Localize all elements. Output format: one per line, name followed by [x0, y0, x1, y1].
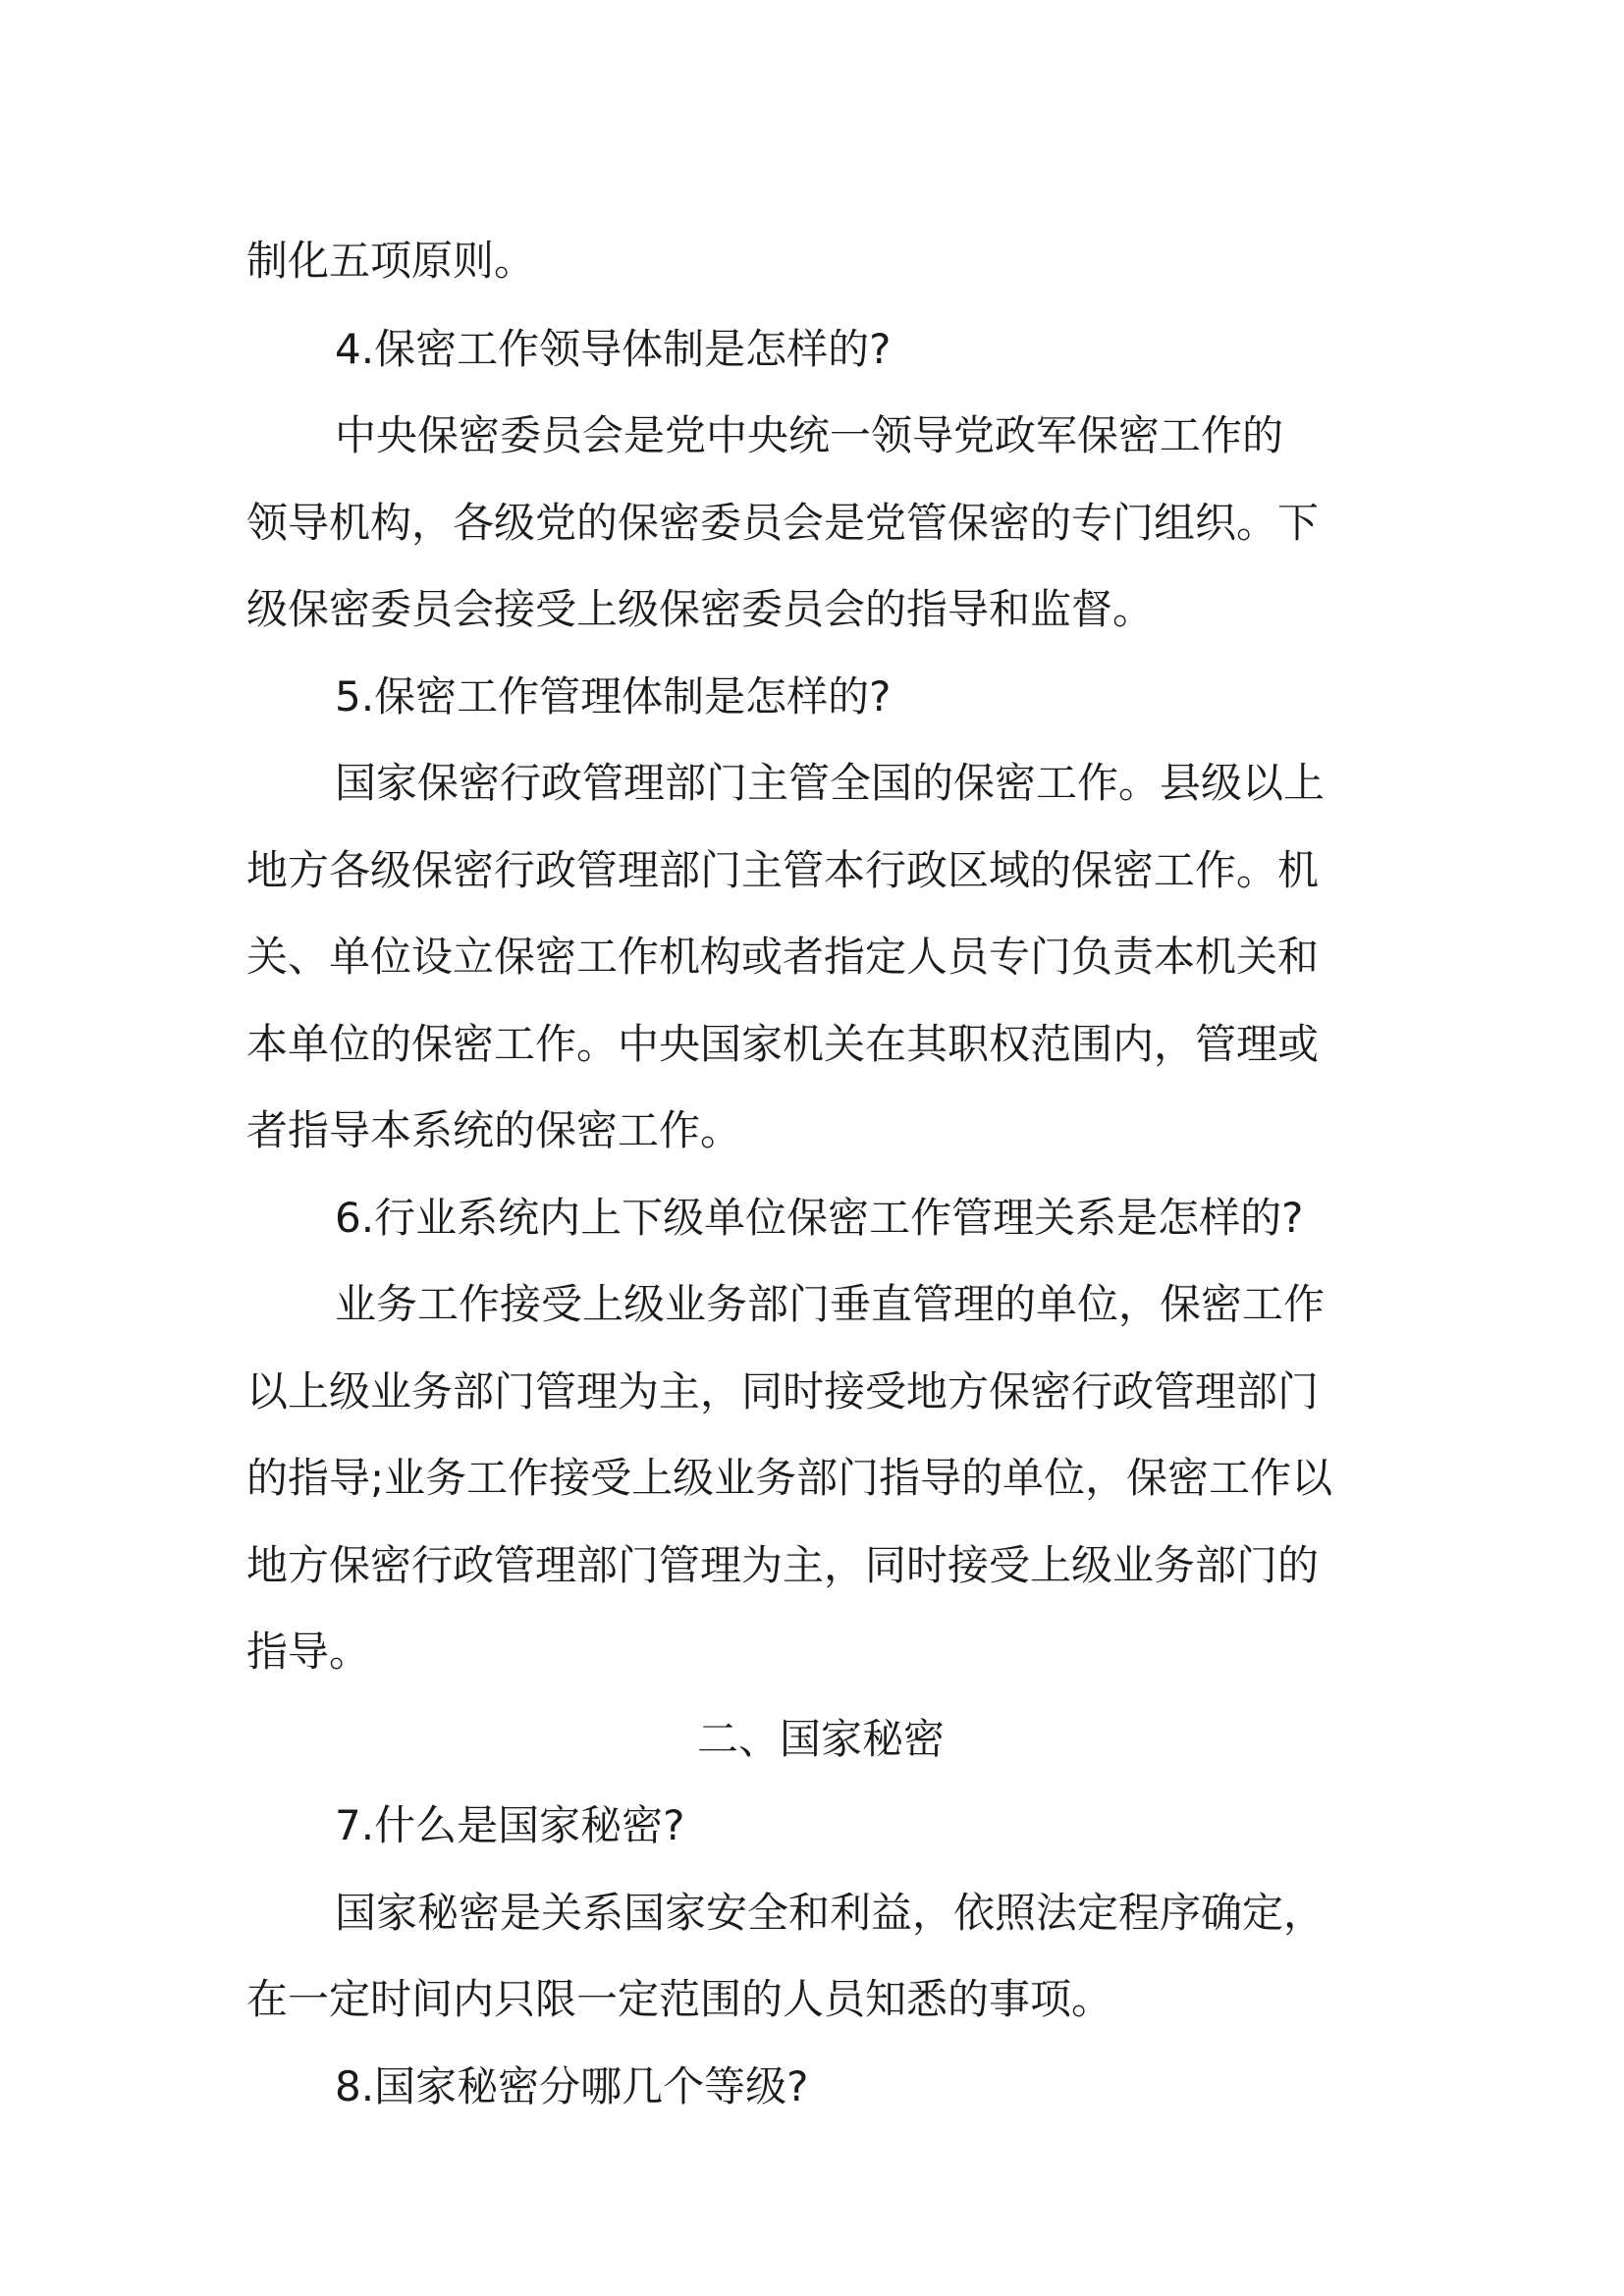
paragraph-line: 本单位的保密工作。中央国家机关在其职权范围内，管理或	[246, 1020, 1320, 1068]
question-heading: 8.国家秘密分哪几个等级?	[335, 2062, 809, 2110]
paragraph-line: 领导机构，各级党的保密委员会是党管保密的专门组织。下	[246, 499, 1320, 547]
paragraph-line: 国家保密行政管理部门主管全国的保密工作。县级以上	[335, 759, 1326, 807]
paragraph-line: 业务工作接受上级业务部门垂直管理的单位，保密工作	[335, 1280, 1326, 1328]
paragraph-line: 指导。	[246, 1628, 371, 1676]
section-title: 二、国家秘密	[696, 1715, 945, 1763]
paragraph-line: 级保密委员会接受上级保密委员会的指导和监督。	[246, 585, 1155, 633]
paragraph-line: 在一定时间内只限一定范围的人员知悉的事项。	[246, 1975, 1113, 2023]
paragraph-line: 中央保密委员会是党中央统一领导党政军保密工作的	[335, 411, 1284, 459]
paragraph-line: 以上级业务部门管理为主，同时接受地方保密行政管理部门	[246, 1367, 1320, 1415]
paragraph-line: 国家秘密是关系国家安全和利益，依照法定程序确定，	[335, 1889, 1326, 1937]
paragraph-line: 地方各级保密行政管理部门主管本行政区域的保密工作。机	[246, 846, 1320, 894]
question-heading: 6.行业系统内上下级单位保密工作管理关系是怎样的?	[335, 1194, 1304, 1242]
paragraph-line: 关、单位设立保密工作机构或者指定人员专门负责本机关和	[246, 933, 1320, 981]
question-heading: 7.什么是国家秘密?	[335, 1801, 685, 1849]
paragraph-line: 地方保密行政管理部门管理为主，同时接受上级业务部门的	[246, 1541, 1320, 1589]
paragraph-line: 制化五项原则。	[246, 237, 536, 285]
question-heading: 5.保密工作管理体制是怎样的?	[335, 672, 892, 721]
paragraph-line: 者指导本系统的保密工作。	[246, 1106, 742, 1154]
question-heading: 4.保密工作领导体制是怎样的?	[335, 325, 892, 373]
paragraph-line: 的指导;业务工作接受上级业务部门指导的单位，保密工作以	[246, 1454, 1333, 1502]
